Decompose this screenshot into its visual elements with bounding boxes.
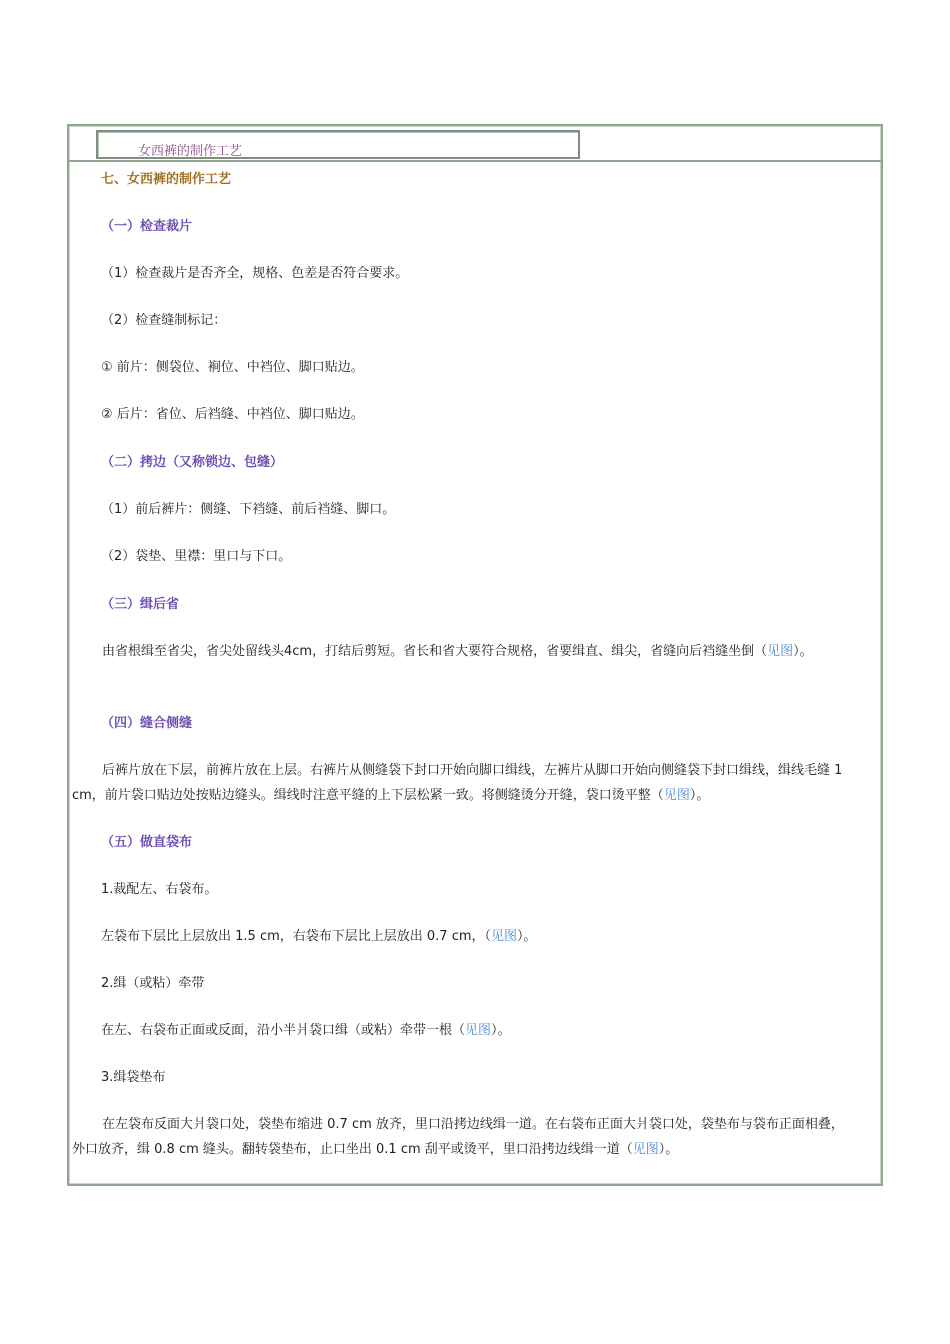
section-2-heading: （二）拷边（又称锁边、包缝） [101, 455, 284, 470]
sec5-line-2-text: 左袋布下层比上层放出 1.5 cm，右袋布下层比上层放出 0.7 cm，（ [101, 929, 492, 944]
section-1-heading: （一）检查裁片 [101, 219, 193, 234]
sec5-line-3: 2.缉（或粘）牵带 [101, 976, 205, 991]
sec5-paragraph-text: 在左袋布反面大爿袋口处，袋垫布缩进 0.7 cm 放齐，里口沿拷边线缉一道。在右袋布正面大爿袋口处，袋垫布与袋布正面相叠，外口放齐，缉 0.8 cm 缝头。翻转袋垫布，止口坐出 0.1 cm 刮平或烫平，里口沿拷边线缉一道（ [72, 1117, 844, 1157]
sec1-line-3: ① 前片：侧袋位、裥位、中裆位、脚口贴边。 [101, 360, 364, 375]
sec5-line-5: 3.缉袋垫布 [101, 1070, 166, 1085]
sec5-line-4-text: 在左、右袋布正面或反面，沿小半爿袋口缉（或粘）牵带一根（ [101, 1023, 466, 1038]
title-cell [96, 130, 580, 159]
section-4-heading: （四）缝合侧缝 [101, 716, 193, 731]
sec5-paragraph-end: ）。 [658, 1142, 679, 1157]
sec3-paragraph-end: ）。 [793, 644, 813, 659]
sec2-line-1: （1）前后裤片：侧缝、下裆缝、前后裆缝、脚口。 [101, 502, 396, 517]
sec3-paragraph-text: 由省根缉至省尖，省尖处留线头4cm，打结后剪短。省长和省大要符合规格，省要缉直、缉尖，省缝向后裆缝坐倒（ [102, 644, 768, 659]
sec3-paragraph [72, 639, 850, 664]
sec1-line-4: ② 后片：省位、后裆缝、中裆位、脚口贴边。 [101, 407, 364, 422]
doc-title: 女西裤的制作工艺 [138, 144, 243, 159]
sec5-line-4 [101, 1018, 511, 1043]
document-table [67, 124, 883, 1186]
section-5-heading: （五）做直袋布 [101, 835, 193, 850]
sec5-paragraph [72, 1112, 850, 1162]
sec3-see-figure-link[interactable]: 见图 [767, 644, 794, 659]
sec4-see-figure-link[interactable]: 见图 [663, 788, 690, 803]
sec4-paragraph-end: ）。 [689, 788, 710, 803]
sec5-line-1: 1.裁配左、右袋布。 [101, 882, 218, 897]
sec5-see-figure-link[interactable]: 见图 [632, 1142, 659, 1157]
sec5-line-2 [101, 924, 537, 949]
main-heading: 七、女西裤的制作工艺 [101, 172, 232, 187]
section-3-heading: （三）缉后省 [101, 597, 180, 612]
title-row [69, 126, 881, 162]
sec4-paragraph-text: 后裤片放在下层，前裤片放在上层。右裤片从侧缝袋下封口开始向脚口缉线，左裤片从脚口开始向侧缝袋下封口缉线，缉线毛缝 1 cm，前片袋口贴边处按贴边缝头。缉线时注意平缝的上下层松紧一致。将侧缝烫分开缝，袋口烫平整（ [72, 763, 843, 803]
sec2-line-2: （2）袋垫、里襟：里口与下口。 [101, 549, 292, 564]
sec5-line-2-see-figure-link[interactable]: 见图 [491, 929, 518, 944]
sec5-line-4-end: ）。 [491, 1023, 511, 1038]
sec5-line-2-end: ）。 [517, 929, 537, 944]
sec1-line-2: （2）检查缝制标记： [101, 313, 227, 328]
sec1-line-1: （1）检查裁片是否齐全，规格、色差是否符合要求。 [101, 266, 409, 281]
sec4-paragraph [72, 758, 850, 808]
sec5-line-4-see-figure-link[interactable]: 见图 [465, 1023, 492, 1038]
